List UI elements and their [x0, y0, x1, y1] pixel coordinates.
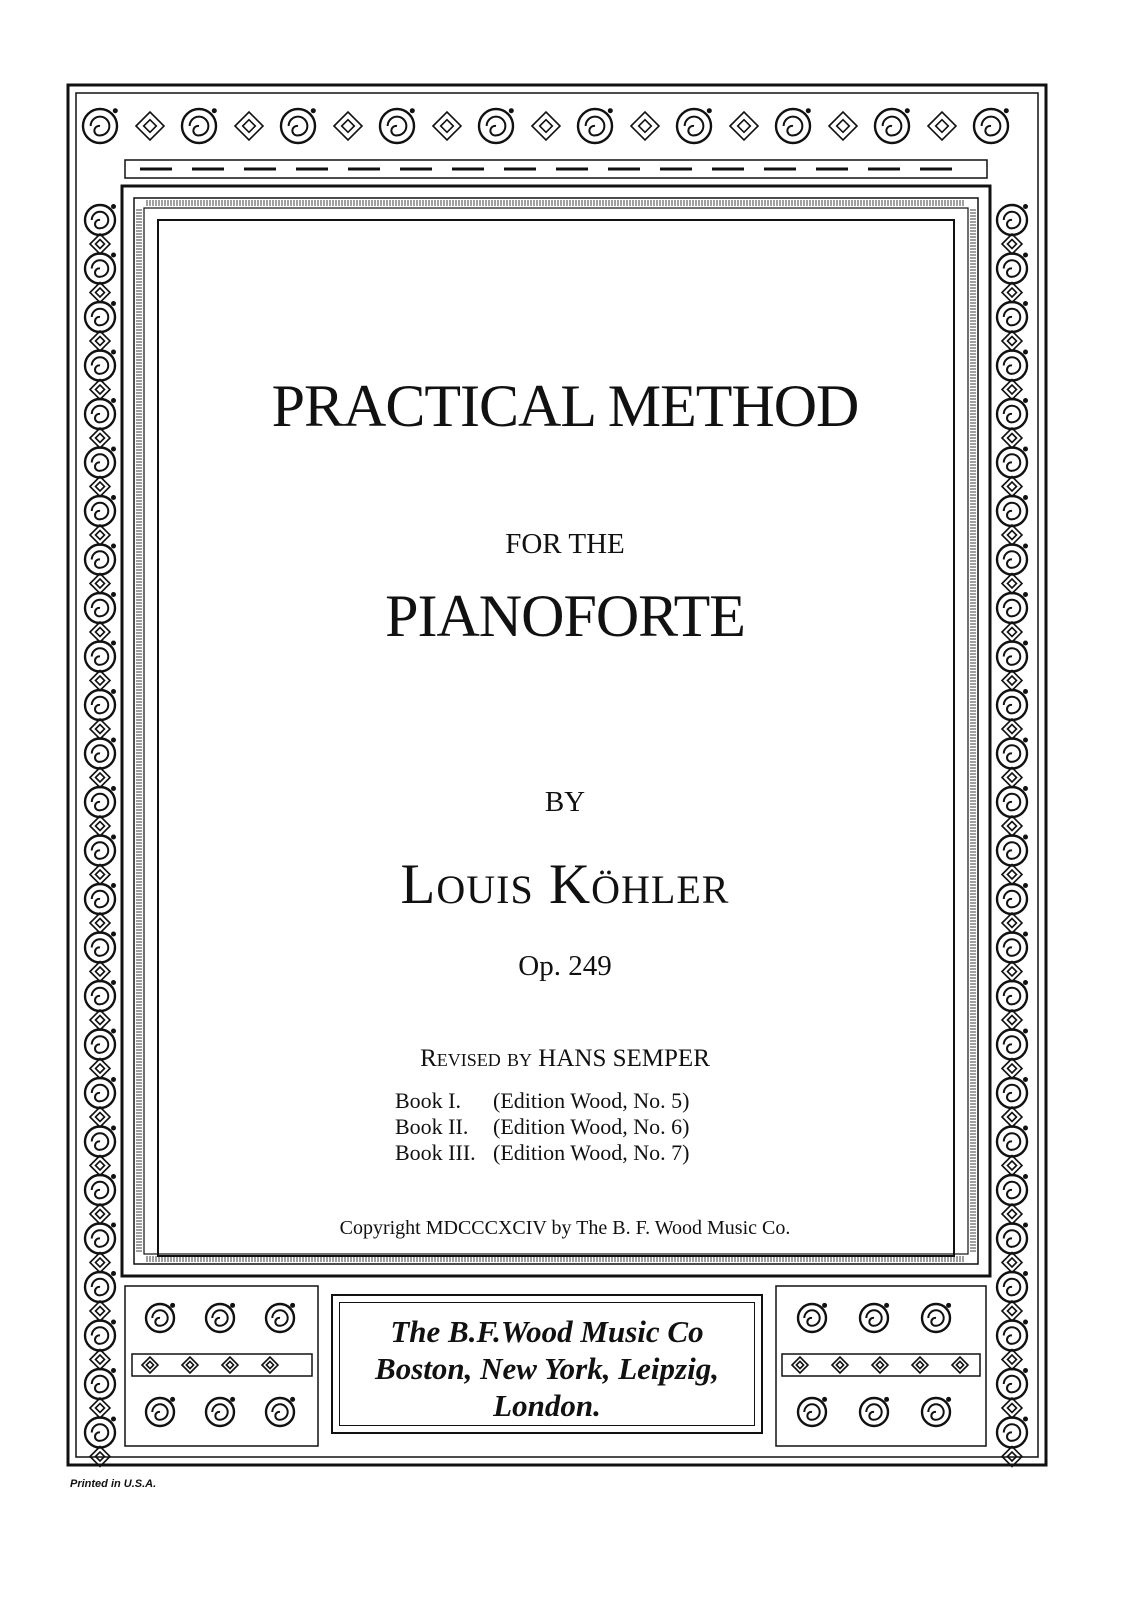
- book-edition: (Edition Wood, No. 5): [493, 1088, 690, 1113]
- publisher-name: The B.F.Wood Music Co: [390, 1314, 704, 1349]
- page-title: PRACTICAL METHOD: [271, 373, 859, 439]
- book-list: [395, 1088, 689, 1166]
- publisher-box: [331, 1294, 763, 1434]
- book-row: [395, 1140, 689, 1166]
- copyright-notice: Copyright MDCCCXCIV by The B. F. Wood Music Co.: [339, 1217, 791, 1239]
- subtitle-for-the: FOR THE: [505, 528, 625, 560]
- book-edition: (Edition Wood, No. 6): [493, 1114, 690, 1139]
- printed-in-label: Printed in U.S.A.: [70, 1478, 157, 1490]
- instrument-title: PIANOFORTE: [385, 583, 745, 649]
- composer-name: Louis Köhler: [400, 853, 730, 916]
- opus-number: Op. 249: [518, 950, 612, 982]
- book-label: Book I.: [395, 1088, 461, 1113]
- book-edition: (Edition Wood, No. 7): [493, 1140, 690, 1165]
- publisher-london: London.: [493, 1388, 601, 1423]
- by-label: BY: [544, 786, 586, 818]
- publisher-cities: Boston, New York, Leipzig,: [375, 1351, 719, 1386]
- book-row: [395, 1114, 689, 1140]
- revised-by: Revised by HANS SEMPER: [420, 1045, 710, 1072]
- book-row: [395, 1088, 689, 1114]
- book-label: Book II.: [395, 1114, 469, 1139]
- book-label: Book III.: [395, 1140, 476, 1165]
